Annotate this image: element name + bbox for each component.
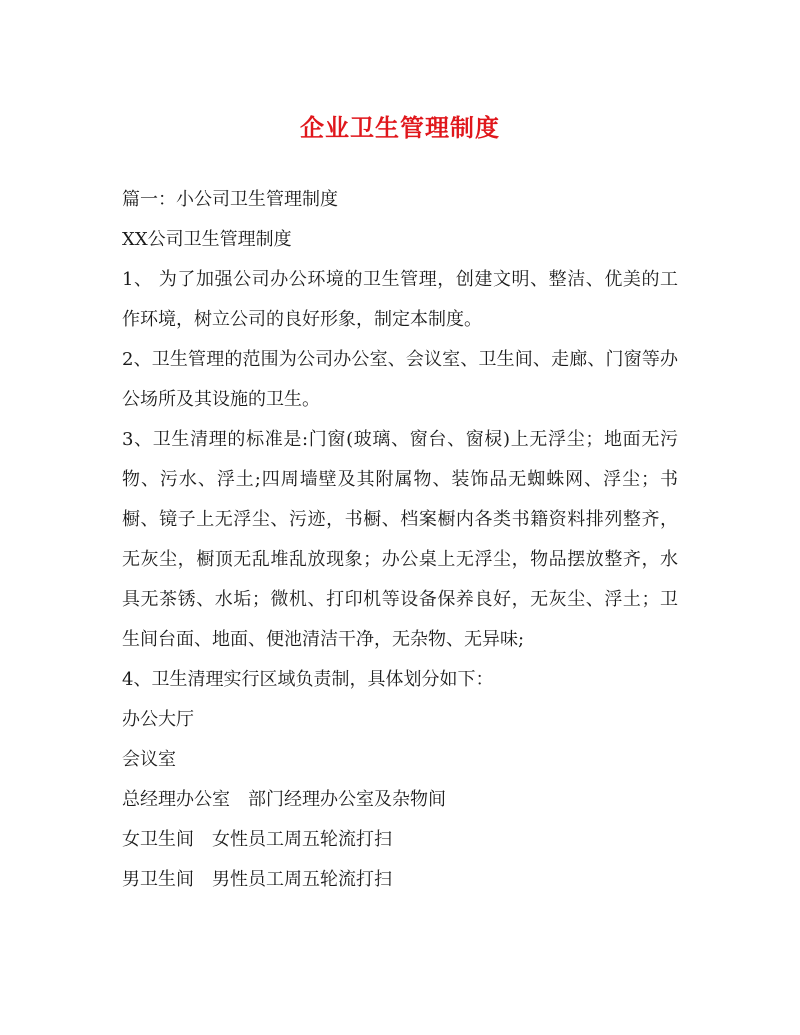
document-body: [122, 180, 678, 900]
regulation-title: XX公司卫生管理制度: [122, 229, 292, 250]
area-womens-restroom: 女卫生间 女性员工周五轮流打扫: [122, 829, 392, 850]
area-mens-restroom: 男卫生间 男性员工周五轮流打扫: [122, 869, 392, 890]
area-office-hall: 办公大厅: [122, 709, 194, 730]
clause-4: 4、卫生清理实行区域负责制，具体划分如下：: [122, 669, 494, 690]
clause-1: 1、 为了加强公司办公环境的卫生管理，创建文明、整洁、优美的工作环境，树立公司的良好形象，制定本制度。: [122, 269, 678, 330]
area-meeting-room: 会议室: [122, 749, 176, 770]
area-manager-offices: 总经理办公室 部门经理办公室及杂物间: [122, 789, 446, 810]
clause-3: 3、卫生清理的标准是:门窗(玻璃、窗台、窗棂)上无浮尘；地面无污物、污水、浮土;四周墙壁及其附属物、装饰品无蜘蛛网、浮尘；书橱、镜子上无浮尘、污迹，书橱、档案橱内各类书籍资料排列整齐，无灰尘，橱顶无乱堆乱放现象；办公桌上无浮尘，物品摆放整齐，水具无茶锈、水垢；微机、打印机等设备保养良好，无灰尘、浮土；卫生间台面、地面、便池清洁干净，无杂物、无异味;: [122, 429, 678, 650]
section-heading: 篇一：小公司卫生管理制度: [122, 189, 338, 210]
document-title: 企业卫生管理制度: [300, 113, 500, 142]
clause-2: 2、卫生管理的范围为公司办公室、会议室、卫生间、走廊、门窗等办公场所及其设施的卫生。: [122, 349, 678, 410]
